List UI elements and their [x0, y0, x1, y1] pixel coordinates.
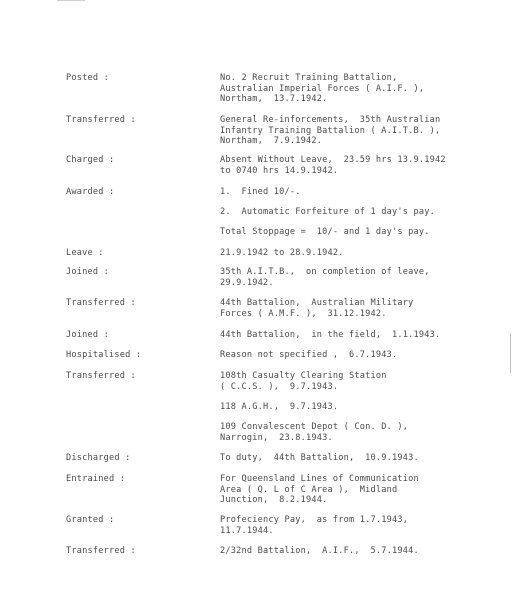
- entry-label: Granted :: [66, 515, 115, 525]
- entry-label: Transferred :: [66, 115, 136, 125]
- entry-line: Northam, 13.7.1942.: [220, 94, 328, 104]
- scan-edge-mark: [57, 0, 85, 1]
- entry-label: Transferred :: [66, 298, 136, 308]
- entry-label: Entrained :: [66, 474, 126, 484]
- entry-line: No. 2 Recruit Training Battalion,: [220, 73, 398, 83]
- entry-text: [220, 115, 508, 147]
- entry-text: [220, 515, 508, 536]
- entry-line: 1. Fined 10/-.: [220, 187, 301, 197]
- entry-line: to 0740 hrs 14.9.1942.: [220, 165, 339, 176]
- entry-line: Area ( Q. L of C Area ), Midland: [220, 484, 398, 495]
- entry-line: 21.9.1942 to 28.9.1942.: [220, 248, 344, 258]
- entry-label: Posted :: [66, 73, 109, 83]
- entry-line: 11.7.1944.: [220, 525, 274, 536]
- entry-line: Profeciency Pay, as from 1.7.1943,: [220, 515, 409, 525]
- entry-line: Forces ( A.M.F. ), 31.12.1942.: [220, 308, 387, 319]
- entry-text: [220, 155, 508, 176]
- entry-line: 29.9.1942.: [220, 277, 274, 288]
- entry-label: Joined :: [66, 330, 109, 340]
- entry-text: [220, 187, 508, 198]
- entry-label: Transferred :: [66, 371, 136, 381]
- entry-text: [220, 371, 508, 392]
- entry-line: Absent Without Leave, 23.59 hrs 13.9.1942: [220, 155, 446, 165]
- entry-line: ( C.C.S. ), 9.7.1943.: [220, 381, 339, 392]
- entry-line: Total Stoppage = 10/- and 1 day's pay.: [220, 227, 430, 237]
- entry-line: Infantry Training Battalion ( A.I.T.B. ),: [220, 125, 441, 136]
- entry-label: Hospitalised :: [66, 350, 142, 360]
- entry-text: [220, 267, 508, 288]
- entry-label: Leave :: [66, 248, 104, 258]
- entry-line: 35th A.I.T.B., on completion of leave,: [220, 267, 430, 277]
- entry-line: Junction, 8.2.1944.: [220, 495, 328, 505]
- entry-line: Northam, 7.9.1942.: [220, 136, 323, 146]
- entry-line: Australian Imperial Forces ( A.I.F. ),: [220, 83, 425, 94]
- entry-line: 108th Casualty Clearing Station: [220, 371, 387, 381]
- entry-line: 2/32nd Battalion, A.I.F., 5.7.1944.: [220, 546, 419, 556]
- entry-line: 2. Automatic Forfeiture of 1 day's pay.: [220, 207, 435, 217]
- entry-line: 118 A.G.H., 9.7.1943.: [220, 402, 339, 412]
- entry-text: [220, 227, 508, 238]
- entry-text: [220, 73, 508, 105]
- entry-label: Charged :: [66, 155, 115, 165]
- entry-text: [220, 402, 508, 413]
- entry-text: [220, 298, 508, 319]
- entry-line: Reason not specified , 6.7.1943.: [220, 350, 398, 360]
- entry-text: [220, 207, 508, 218]
- scan-margin-mark: [510, 333, 511, 373]
- entry-text: [220, 546, 508, 557]
- entry-text: [220, 422, 508, 443]
- entry-text: [220, 350, 508, 361]
- entry-line: 44th Battalion, Australian Military: [220, 298, 414, 308]
- entry-line: To duty, 44th Battalion, 10.9.1943.: [220, 453, 419, 463]
- entry-label: Awarded :: [66, 187, 115, 197]
- entry-line: 109 Convalescent Depot ( Con. D. ),: [220, 422, 409, 432]
- entry-text: [220, 330, 508, 341]
- entry-text: [220, 474, 508, 506]
- entry-line: For Queensland Lines of Communication: [220, 474, 419, 484]
- entry-label: Discharged :: [66, 453, 131, 463]
- entry-line: General Re-inforcements, 35th Australian: [220, 115, 441, 125]
- entry-line: 44th Battalion, in the field, 1.1.1943.: [220, 330, 441, 340]
- entry-text: [220, 453, 508, 464]
- entry-text: [220, 248, 508, 259]
- entry-label: Joined :: [66, 267, 109, 277]
- entry-line: Narrogin, 23.8.1943.: [220, 432, 333, 443]
- entry-label: Transferred :: [66, 546, 136, 556]
